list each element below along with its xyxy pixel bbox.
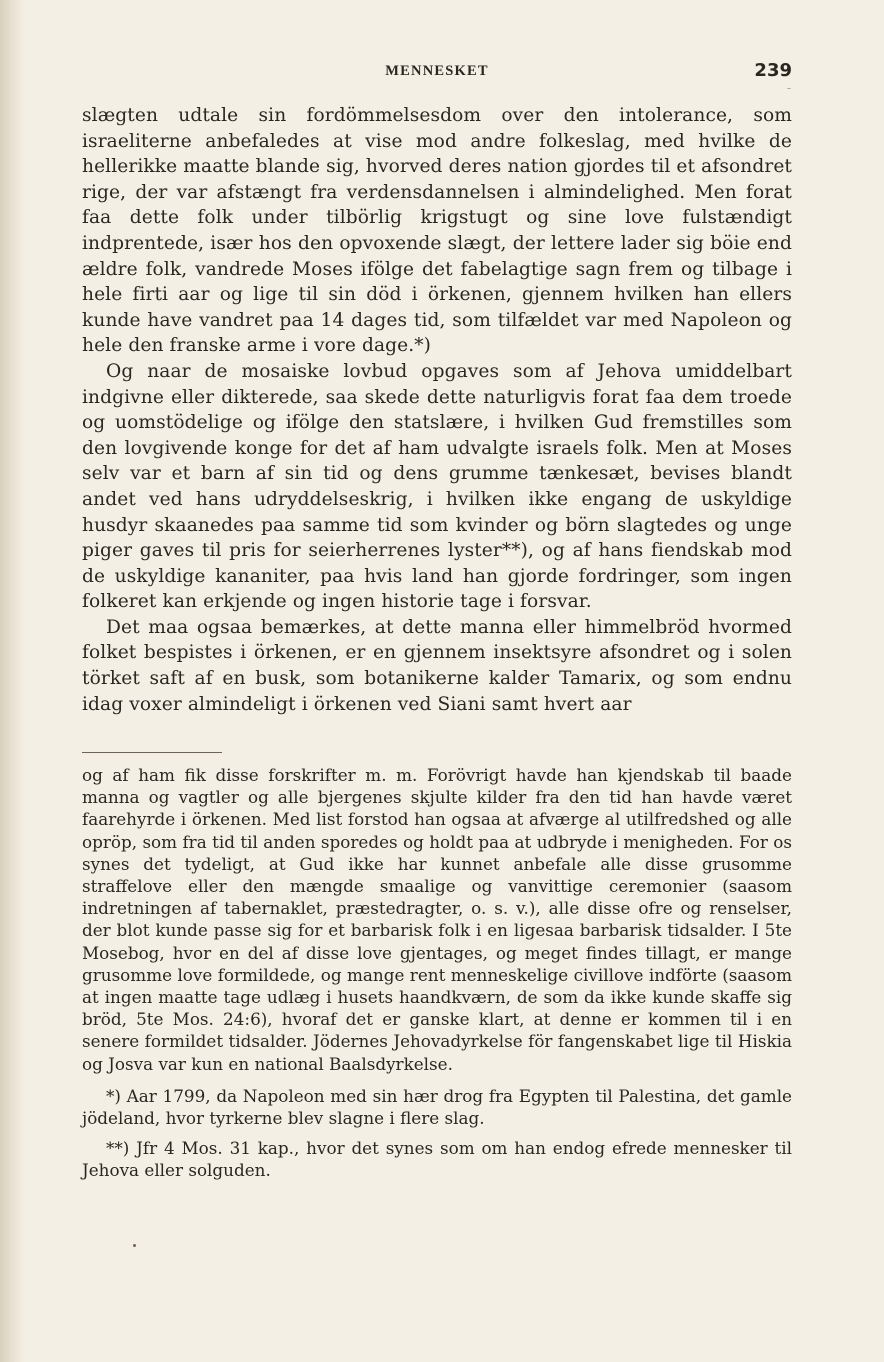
footnotes — [82, 764, 792, 1182]
page-number: 239 — [754, 60, 792, 81]
footnote-divider — [82, 752, 222, 753]
paragraph: slægten udtale sin fordömmelsesdom over den intolerance, som israeliterne anbefaledes at vise mod andre folkeslag, med hvilke de hellerikke maatte blande sig, hvorved deres nation gjordes til et afsondret rige, der var afstængt fra verdensdannelsen i almindelighed. Men forat faa dette folk under tilbörlig krigstugt og sine love fulstændigt indprentede, især hos den opvoxende slægt, der lettere lader sig böie end ældre folk, vandrede Moses ifölge det fabelagtige sagn frem og tilbage i hele firti aar og lige til sin död i örkenen, gjennem hvilken han ellers kunde have vandret paa 14 dages tid, som tilfældet var med Napoleon og hele den franske arme i vore dage.*) — [82, 105, 792, 357]
page-binding-edge — [0, 0, 26, 1362]
footnote-continuation: og af ham fik disse forskrifter m. m. Forövrigt havde han kjendskab til baade manna og vagtler og alle bjergenes skjulte kilder fra den tid han havde været faarehyrde i örkenen. Med list forstod han ogsaa at afværge al utilfredshed og alle opröр, som fra tid til anden sporedes og holdt paa at udbryde i menigheden. For os synes det tydeligt, at Gud ikke har kunnet anbefale alle disse grusomme straffelove eller den mængde smaalige og vanvittige ceremonier (saasom indretningen af tabernaklet, præstedragter, o. s. v.), alle disse ofre og renselser, der blot kunde passe sig for et barbarisk folk i en ligesaa barbarisk tidsalder. I 5te Mosebog, hvor en del af disse love gjentages, og meget findes tillagt, er mange grusomme love formildede, og mange rent menneskelige civillove indförte (saasom at ingen maatte tage udlæg i husets haandkværn, de som da ikke kunde skaffe sig bröd, 5te Mos. 24:6), hvoraf det er ganske klart, at denne er kommen til i en senere formildet tidsalder. Jödernes Jehovadyrkelse för fangenskabet lige til Hiskia og Josva var kun en national Baalsdyrkelse. — [82, 765, 792, 1074]
paragraph: Det maa ogsaa bemærkes, at dette manna eller himmelbröd hvormed folket bespistes i örkenen, er en gjennem insektsyre afsondret og i solen törket saft af en busk, som botanikerne kalder Tamarix, og som endnu idag voxer almindeligt i örkenen ved Siani samt hvert aar — [82, 616, 792, 715]
paragraph: Og naar de mosaiske lovbud opgaves som af Jehova umiddelbart indgivne eller dikterede, saa skede dette naturligvis forat faa dem troede og uomstödelige og ifölge den statslære, i hvilken Gud fremstilles som den lovgivende konge for det af ham udvalgte israels folk. Men at Moses selv var et barn af sin tid og dens grumme tænkesæt, bevises blandt andet ved hans udryddelseskrig, i hvilken ikke engang de uskyldige husdyr skaanedes paa samme tid som kvinder og börn slagtedes og unge piger gaves til pris for seierherrenes lyster**), og af hans fiendskab mod de uskyldige kananiter, paa hvis land han gjorde fordringer, som ingen folkeret kan erkjende og ingen historie tage i forsvar. — [82, 360, 792, 613]
paper-speck — [787, 88, 791, 89]
page-header — [82, 60, 792, 84]
footnote: **) Jfr 4 Mos. 31 kap., hvor det synes som om han endog efrede mennesker til Jehova eller solguden. — [82, 1138, 792, 1181]
main-text — [82, 103, 792, 717]
footnote: *) Aar 1799, da Napoleon med sin hær drog fra Egypten til Palestina, det gamle jödeland, hvor tyrkerne blev slagne i flere slag. — [82, 1085, 792, 1129]
paper-speck — [133, 1244, 136, 1247]
running-title: MENNESKET — [385, 63, 489, 79]
